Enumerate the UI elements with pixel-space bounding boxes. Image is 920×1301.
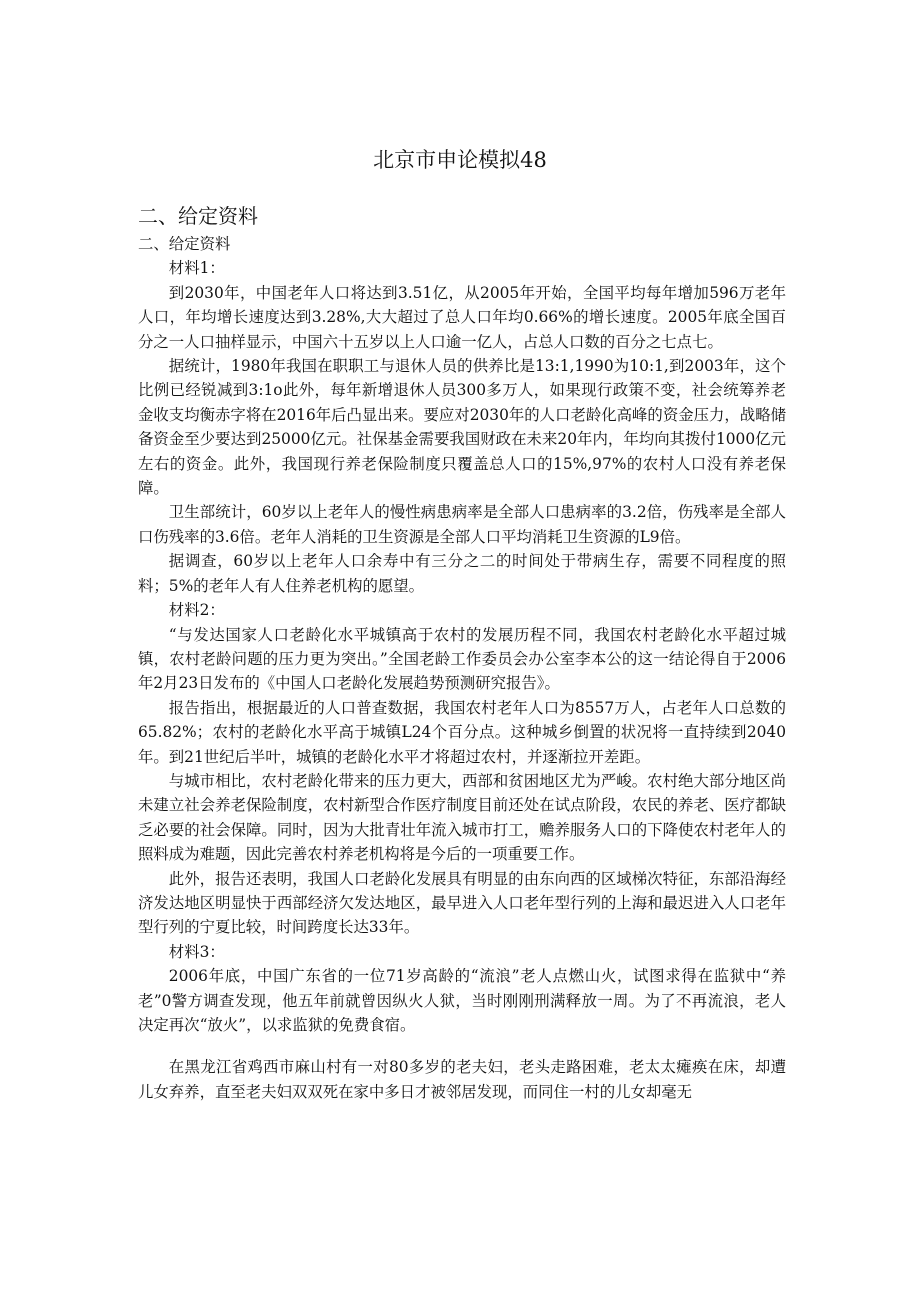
document-title: 北京市申论模拟48 [373, 148, 547, 172]
section-heading: 二、给定资料 [138, 204, 258, 228]
material-2-paragraph-4: 此外，报告还表明，我国人口老龄化发展具有明显的由东向西的区域梯次特征，东部沿海经济发达地区明显快于西部经济欠发达地区，最早进入人口老年型行列的上海和最迟进入人口老年型行列的宁夏比较，时间跨度长达33年。 [138, 869, 786, 937]
material-1-paragraph-4: 据调查，60岁以上老年人口余寿中有三分之二的时间处于带病生存，需要不同程度的照料；5%的老年人有人住养老机构的愿望。 [138, 552, 786, 595]
material-3-label: 材料3： [168, 942, 225, 961]
sub-heading: 二、给定资料 [138, 235, 231, 253]
material-1-paragraph-2: 据统计，1980年我国在职职工与退休人员的供养比是13:1,1990为10:1,到2003年，这个比例已经锐减到3:1o此外，每年新增退休人员300多万人，如果现行政策不变，社会统筹养老金收支均衡赤字将在2016年后凸显出来。要应对2030年的人口老龄化高峰的资金压力，战略储备资金至少要达到25000亿元。社保基金需要我国财政在未来20年内，年均向其拨付1000亿元左右的资金。此外，我国现行养老保险制度只覆盖总人口的15%,97%的农村人口没有养老保障。 [138, 357, 786, 498]
material-3-paragraph-1: 2006年底，中国广东省的一位71岁高龄的“流浪”老人点燃山火，试图求得在监狱中“养老”0警方调查发现，他五年前就曾因纵火人狱，当时刚刚刑满释放一周。为了不再流浪，老人决定再次“放火”，以求监狱的免费食宿。 [138, 967, 786, 1034]
material-2-paragraph-3: 与城市相比，农村老龄化带来的压力更大，西部和贫困地区尤为严峻。农村绝大部分地区尚未建立社会养老保险制度，农村新型合作医疗制度目前还处在试点阶段，农民的养老、医疗都缺乏必要的社会保障。同时，因为大批青壮年流入城市打工，赡养服务人口的下降使农村老年人的照料成为难题，因此完善农村养老机构将是今后的一项重要工作。 [138, 771, 786, 864]
material-1-label: 材料1： [168, 259, 225, 278]
material-2-paragraph-2: 报告指出，根据最近的人口普查数据，我国农村老年人口为8557万人，占老年人口总数的65.82%；农村的老龄化水平高于城镇L24个百分点。这种城乡倒置的状况将一直持续到2040年。到21世纪后半叶，城镇的老龄化水平才将超过农村，并逐渐拉开差距。 [138, 698, 786, 766]
document-body [138, 232, 786, 1104]
material-2-label: 材料2： [168, 601, 225, 620]
material-1-paragraph-1: 到2030年，中国老年人口将达到3.51亿，从2005年开始，全国平均每年增加596万老年人口，年均增长速度达到3.28%,大大超过了总人口年均0.66%的增长速度。2005年底全国百分之一人口抽样显示，中国六十五岁以上人口逾一亿人，占总人口数的百分之七点七。 [138, 283, 786, 351]
material-3-paragraph-2: 在黑龙江省鸡西市麻山村有一对80多岁的老夫妇，老头走路困难，老太太瘫痪在床，却遭儿女弃养，直至老夫妇双双死在家中多日才被邻居发现，而同住一村的儿女却毫无 [138, 1058, 786, 1101]
material-1-paragraph-3: 卫生部统计，60岁以上老年人的慢性病患病率是全部人口患病率的3.2倍，伤残率是全部人口伤残率的3.6倍。老年人消耗的卫生资源是全部人口平均消耗卫生资源的L9倍。 [138, 503, 786, 546]
material-2-paragraph-1: “与发达国家人口老龄化水平城镇高于农村的发展历程不同，我国农村老龄化水平超过城镇，农村老龄问题的压力更为突出。”全国老龄工作委员会办公室李本公的这一结论得自于2006年2月23日发布的《中国人口老龄化发展趋势预测研究报告》。 [138, 625, 786, 693]
